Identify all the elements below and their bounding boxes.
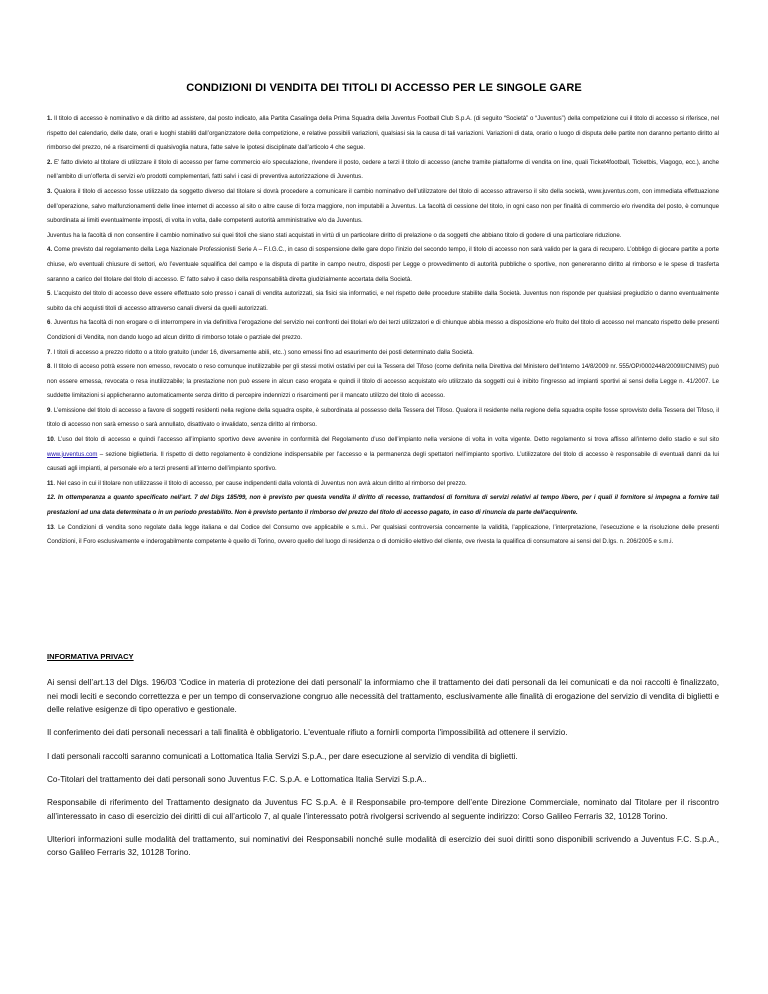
clause-text: . L’uso del titolo di accesso e quindi l’accesso all’impianto sportivo deve avvenire in conformità del Regolamento d’uso dell’impianto nella versione di volta in volta vigente. Detto regolamento si trova affisso all’interno dello stadio e sul sito bbox=[53, 436, 719, 444]
clause-text: . Il titolo di acceso potrà essere non emesso, revocato o reso comunque inutilizzabile per gli stessi motivi ostativi per cui la Tessera del Tifoso (come definita nella Direttiva del Ministero dell’Interno 14/8/2009 nr. 555/OP/0002448/2009II/CNIMS) può non essere emessa, revocata o resa inutilizzabile; la prestazione non può essere in alcun caso erogata e quindi il titolo di accesso acquistato e/o utilizzato da soggetti cui è inibito l’ingresso ad impianti sportivi ai sensi della Legge n. 41/2007. Le suddette limitazioni si applicheranno automaticamente senza diritto di percepire indennizzi o risarcimenti per il mancato utilizzo del titolo di accesso. bbox=[47, 363, 719, 400]
clause-12 bbox=[47, 491, 719, 520]
clause-number: 8 bbox=[47, 363, 51, 371]
clause-1 bbox=[47, 112, 719, 156]
clause-6 bbox=[47, 316, 719, 345]
privacy-paragraph: Responsabile di riferimento del Trattamento designato da Juventus FC S.p.A. è il Responsabile pro-tempore dell’ente Direzione Commerciale, nominato dal Titolare per il riscontro all’interessato in caso di esercizio dei diritti di cui all’articolo 7, al quale l’interessato potrà rivolgersi scrivendo al seguente indirizzo: Corso Galileo Ferraris 32, 10128 Torino. bbox=[47, 797, 719, 821]
clause-3-continued bbox=[47, 229, 719, 244]
privacy-paragraph: Il conferimento dei dati personali necessari a tali finalità è obbligatorio. L'eventuale rifiuto a fornirli comporta l'impossibilità ad ottenere il servizio. bbox=[47, 728, 568, 738]
clause-text: – sezione biglietteria. Il rispetto di detto regolamento è condizione indispensabile per l’accesso e la permanenza degli spettatori nell’impianto sportivo. L’utilizzatore del titolo di accesso è responsabile di eventuali danni da lui causati agli impianti, al personale e/o a terzi presenti all’interno dell’impianto sportivo. bbox=[47, 450, 719, 473]
sales-conditions bbox=[47, 112, 719, 550]
clause-number: 2. bbox=[47, 158, 53, 166]
clause-text: . I titoli di accesso a prezzo ridotto o a titolo gratuito (under 16, diversamente abili, etc..) sono emessi fino ad esaurimento dei posti determinato dalla Società. bbox=[50, 348, 474, 356]
clause-text: . Juventus ha facoltà di non erogare o di interrompere in via definitiva l’erogazione del servizio nei confronti dei titolari e/o dei terzi utilizzatori e di chiunque abbia messo a disposizione e/o fruito del titolo di accesso nel mancato rispetto delle presenti Condizioni di Vendita, non dando luogo ad alcun diritto di rimborso totale o parziale del prezzo. bbox=[47, 319, 719, 341]
clause-text: . Le Condizioni di vendita sono regolate dalla legge italiana e dal Codice del Consumo ove applicabile e s.m.i.. Per qualsiasi controversia concernente la validità, l’applicazione, l’interpretazione, l’esecuzione e la risoluzione delle presenti Condizioni, il Foro esclusivamente e inderogabilmente competente è quello di Torino, ovvero quello del luogo di residenza o di domicilio elettivo del cliente, ove rivesta la qualifica di consumatore ai sensi del D.lgs. n. 206/2005 e s.m.i. bbox=[47, 523, 719, 546]
clause-13 bbox=[47, 521, 719, 550]
clause-5 bbox=[47, 287, 719, 316]
clause-8 bbox=[47, 360, 719, 404]
clause-number: 4. bbox=[47, 246, 53, 254]
clause-number: 3. bbox=[47, 187, 53, 195]
privacy-paragraph: Ulteriori informazioni sulle modalità del trattamento, sui nominativi dei Responsabili nonché sulle modalità di esercizio dei suoi diritti sono disponibili scrivendo a Juventus F.C. S.p.A., corso Galileo Ferraris 32, 10128 Torino. bbox=[47, 834, 719, 858]
privacy-paragraph: I dati personali raccolti saranno comunicati a Lottomatica Italia Servizi S.p.A., per dare esecuzione al servizio di vendita di biglietti. bbox=[47, 751, 518, 761]
clause-number: 1. bbox=[47, 115, 53, 122]
clause-number: 9 bbox=[47, 406, 51, 414]
privacy-notice bbox=[47, 676, 719, 870]
clause-number: 10 bbox=[47, 436, 54, 444]
privacy-paragraph: Co-Titolari del trattamento dei dati personali sono Juventus F.C. S.p.A. e Lottomatica Italia Servizi S.p.A.. bbox=[47, 774, 427, 784]
clause-9 bbox=[47, 404, 719, 433]
clause-text: Juventus ha la facoltà di non consentire il cambio nominativo sui quei titoli che siano stati acquistati in virtù di un particolare diritto di prelazione o da soggetti che abbiano titolo di godere di una particolare riduzione. bbox=[47, 231, 622, 239]
clause-text: Qualora il titolo di accesso fosse utilizzato da soggetto diverso dal titolare si dovrà procedere a comunicare il cambio nominativo dell’utilizzatore del titolo di accesso attraverso il sito della società, www.juventus.com, con immediata effettuazione dell’operazione, salvo malfunzionamenti delle linee internet di accesso al sito o altre cause di forza maggiore, non imputabili a Juventus. La facoltà di cessione del titolo, in ogni caso non per finalità di commercio e/o rivendita del posto, è comunque subordinata ai limiti eventualmente imposti, di volta in volta, dalle competenti autorità amministrative e/o da Juventus. bbox=[47, 187, 719, 225]
clause-number: 13 bbox=[47, 523, 54, 531]
juventus-website-link[interactable]: www.juventus.com bbox=[47, 450, 98, 458]
clause-text: . L’acquisto del titolo di accesso deve essere effettuato solo presso i canali di vendita autorizzati, sia fisici sia informatici, e nel rispetto delle procedure stabilite dalla Società. Juventus non risponde per qualsiasi pregiudizio o danno eventualmente subito da chi acquisti titoli di accesso attraverso canali diversi da quelli autorizzati. bbox=[47, 290, 719, 312]
clause-text: E’ fatto divieto al titolare di utilizzare il titolo di accesso per farne commercio e/o speculazione, rivendere il posto, cedere a terzi il titolo di accesso (anche tramite piattaforme di vendita on line, quali Ticket4football, Ticketbis, Viagogo, ecc.), anche nell’ambito di un’offerta di servizi e/o prodotti complementari, fatti salvi i casi di preventiva autorizzazione di Juventus. bbox=[47, 158, 719, 181]
clause-number: 6 bbox=[47, 319, 51, 327]
clause-3 bbox=[47, 185, 719, 229]
clause-text: Come previsto dal regolamento della Lega Nazionale Professionisti Serie A – F.I.G.C., in caso di sospensione delle gare dopo l’inizio del secondo tempo, il titolo di accesso non sarà valido per la gara di recupero. L’obbligo di giocare partite a porte chiuse, e/o eventuali chiusure di settori, e/o l’eventuale squalifica del campo e la disputa di partite in campo neutro, disposti per Legge o provvedimento di autorità pubbliche o sportive, non genereranno diritto al rimborso e le spese di trasferta saranno a carico del titolare del titolo di accesso. E’ fatto salvo il caso della responsabilità diretta giudizialmente accertata della Società. bbox=[47, 246, 719, 283]
clause-7 bbox=[47, 346, 719, 361]
privacy-paragraph: Ai sensi dell’art.13 del Dlgs. 196/03 'Codice in materia di protezione dei dati personali' la informiamo che il trattamento dei dati personali da lei comunicati e da noi raccolti è finalizzato, nei modi leciti e secondo correttezza e per un tempo di conservazione congruo alle necessità del trattamento, esclusivamente alle finalità di erogazione del servizio di vendita di biglietti e delle relative esigenze di tipo operativo e gestionale. bbox=[47, 678, 719, 715]
privacy-heading: INFORMATIVA PRIVACY bbox=[47, 652, 134, 661]
clause-2 bbox=[47, 156, 719, 185]
clause-text: Il titolo di accesso è nominativo e dà diritto ad assistere, dal posto indicato, alla Partita Casalinga della Prima Squadra della Juventus Football Club S.p.A. (di seguito “Società” o “Juventus”) della competizione cui il titolo di accesso si riferisce, nel rispetto del calendario, delle date, orari e luoghi stabiliti dall’organizzatore della competizione, e relative possibili variazioni, qualsiasi sia la causa di tali variazioni. Variazioni di data, orario o luogo di disputa delle partite non daranno pertanto diritto al rimborso del prezzo, né a risarcimenti di qualsivoglia natura, fatte salve le ipotesi disciplinate dall’articolo 4 che segue. bbox=[47, 115, 719, 152]
clause-11 bbox=[47, 477, 719, 492]
clause-4 bbox=[47, 243, 719, 287]
clause-text: . Nel caso in cui il titolare non utilizzasse il titolo di accesso, per cause indipendenti dalla volontà di Juventus non avrà alcun diritto al rimborso del prezzo. bbox=[53, 479, 467, 487]
clause-number: 7 bbox=[47, 348, 51, 356]
clause-number: 11 bbox=[47, 479, 54, 487]
clause-number: 12. bbox=[47, 494, 56, 502]
clause-10 bbox=[47, 433, 719, 477]
clause-text: In ottemperanza a quanto specificato nell'art. 7 del Dlgs 185/99, non è previsto per questa vendita il diritto di recesso, trattandosi di fornitura di servizi relativi al tempo libero, per i quali il fornitore si impegna a fornire tali prestazioni ad una data determinata o in un periodo prestabilito. Non è previsto pertanto il rimborso del prezzo del titolo di accesso pagato, in caso di rinuncia da parte dell'acquirente. bbox=[47, 494, 719, 517]
page-title: CONDIZIONI DI VENDITA DEI TITOLI DI ACCESSO PER LE SINGOLE GARE bbox=[186, 82, 582, 94]
clause-text: . L’emissione del titolo di accesso a favore di soggetti residenti nella regione della squadra ospite, è subordinata al possesso della Tessera del Tifoso. Qualora il residente nella regione della squadra ospite fosse sprovvisto della Tessera del Tifoso, il titolo di accesso non sarà emesso o sarà annullato, disattivato o invalidato, senza diritto al rimborso. bbox=[47, 406, 719, 429]
clause-number: 5 bbox=[47, 290, 51, 298]
